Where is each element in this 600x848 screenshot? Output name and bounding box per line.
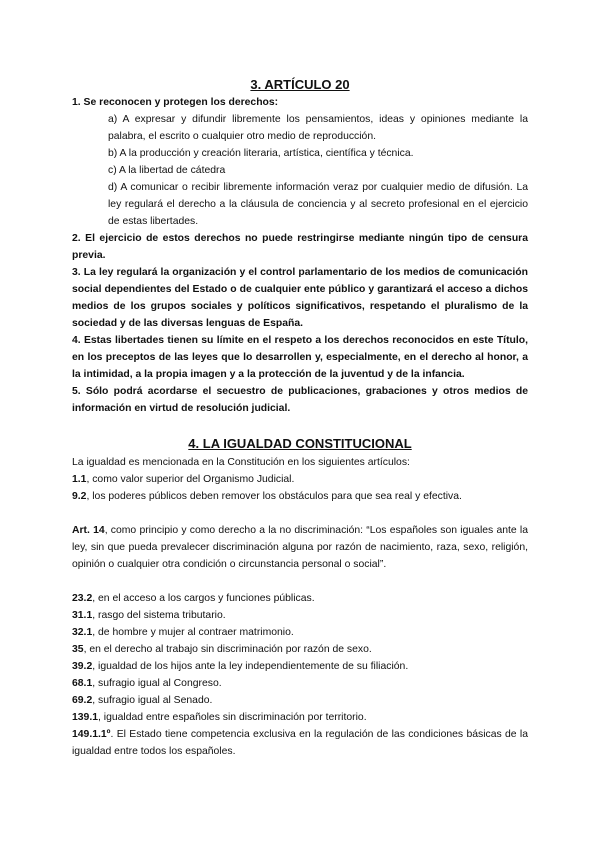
article-number: 1.1 [72, 474, 87, 485]
article-14-paragraph [72, 522, 528, 573]
item-d: d) A comunicar o recibir libremente información veraz por cualquier medio de difusión. La ley regulará el derecho a la cláusula de conciencia y al secreto profesional en el ejercicio de estas libertades. [108, 182, 528, 227]
article-line [72, 488, 528, 505]
article-line [72, 471, 528, 488]
article-number: 9.2 [72, 491, 87, 502]
article-number: Art. 14 [72, 525, 105, 536]
item-a: a) A expresar y difundir libremente los pensamientos, ideas y opiniones mediante la palabra, el escrito o cualquier otro medio de reproducción. [108, 114, 528, 142]
article-text: . El Estado tiene competencia exclusiva en la regulación de las condiciones básicas de la igualdad entre todos los españoles. [72, 729, 528, 757]
article-line [72, 675, 528, 692]
article-number: 31.1 [72, 610, 93, 621]
article-number: 23.2 [72, 593, 93, 604]
article-line [72, 692, 528, 709]
article-number: 139.1 [72, 712, 99, 723]
section-3-title: 3. ARTÍCULO 20 [250, 77, 350, 92]
item-b: b) A la producción y creación literaria, artística, científica y técnica. [108, 148, 414, 159]
section-4-title: 4. LA IGUALDAD CONSTITUCIONAL [188, 436, 412, 451]
paragraph-4: 4. Estas libertades tienen su límite en el respeto a los derechos reconocidos en este Título, en los preceptos de las leyes que lo desarrollen y, especialmente, en el derecho al honor, a la intimidad, a la propia imagen y a la protección de la juventud y de la infancia. [72, 335, 528, 380]
article-line [72, 641, 528, 658]
paragraph-3: 3. La ley regulará la organización y el control parlamentario de los medios de comunicación social dependientes del Estado o de cualquier ente público y garantizará el acceso a dichos medios de los grupos sociales y políticos significativos, respetando el pluralismo de la sociedad y de las diversas lenguas de España. [72, 267, 528, 329]
article-number: 149.1.1º [72, 729, 111, 740]
article-text: , rasgo del sistema tributario. [92, 610, 226, 621]
paragraph-2: 2. El ejercicio de estos derechos no puede restringirse mediante ningún tipo de censura previa. [72, 233, 528, 261]
article-text: , en el acceso a los cargos y funciones públicas. [92, 593, 315, 604]
article-line [72, 590, 528, 607]
article-text: , los poderes públicos deben remover los obstáculos para que sea real y efectiva. [86, 491, 462, 502]
article-number: 68.1 [72, 678, 93, 689]
article-line [72, 709, 528, 726]
article-number: 39.2 [72, 661, 93, 672]
paragraph-5: 5. Sólo podrá acordarse el secuestro de publicaciones, grabaciones y otros medios de información en virtud de resolución judicial. [72, 386, 528, 414]
item-c: c) A la libertad de cátedra [108, 165, 226, 176]
article-text: , de hombre y mujer al contraer matrimonio. [92, 627, 294, 638]
article-number: 32.1 [72, 627, 93, 638]
article-line [72, 658, 528, 675]
article-text: , sufragio igual al Senado. [92, 695, 213, 706]
article-line [72, 726, 528, 760]
article-text: , igualdad de los hijos ante la ley independientemente de su filiación. [92, 661, 409, 672]
article-line [72, 624, 528, 641]
article-text: , como principio y como derecho a la no discriminación: “Los españoles son iguales ante la ley, sin que pueda prevalecer discriminación alguna por razón de nacimiento, raza, sexo, religión, opinión o cualquier otra condición o circunstancia personal o social”. [72, 525, 528, 570]
paragraph-1: 1. Se reconocen y protegen los derechos: [72, 97, 279, 108]
article-text: , sufragio igual al Congreso. [92, 678, 222, 689]
article-text: , como valor superior del Organismo Judicial. [86, 474, 295, 485]
article-number: 35 [72, 644, 84, 655]
article-text: , en el derecho al trabajo sin discriminación por razón de sexo. [83, 644, 372, 655]
article-text: , igualdad entre españoles sin discriminación por territorio. [98, 712, 367, 723]
article-number: 69.2 [72, 695, 93, 706]
article-line [72, 607, 528, 624]
section-3-body [72, 94, 528, 417]
section-4-body [72, 454, 528, 760]
intro-line: La igualdad es mencionada en la Constitución en los siguientes artículos: [72, 457, 410, 468]
